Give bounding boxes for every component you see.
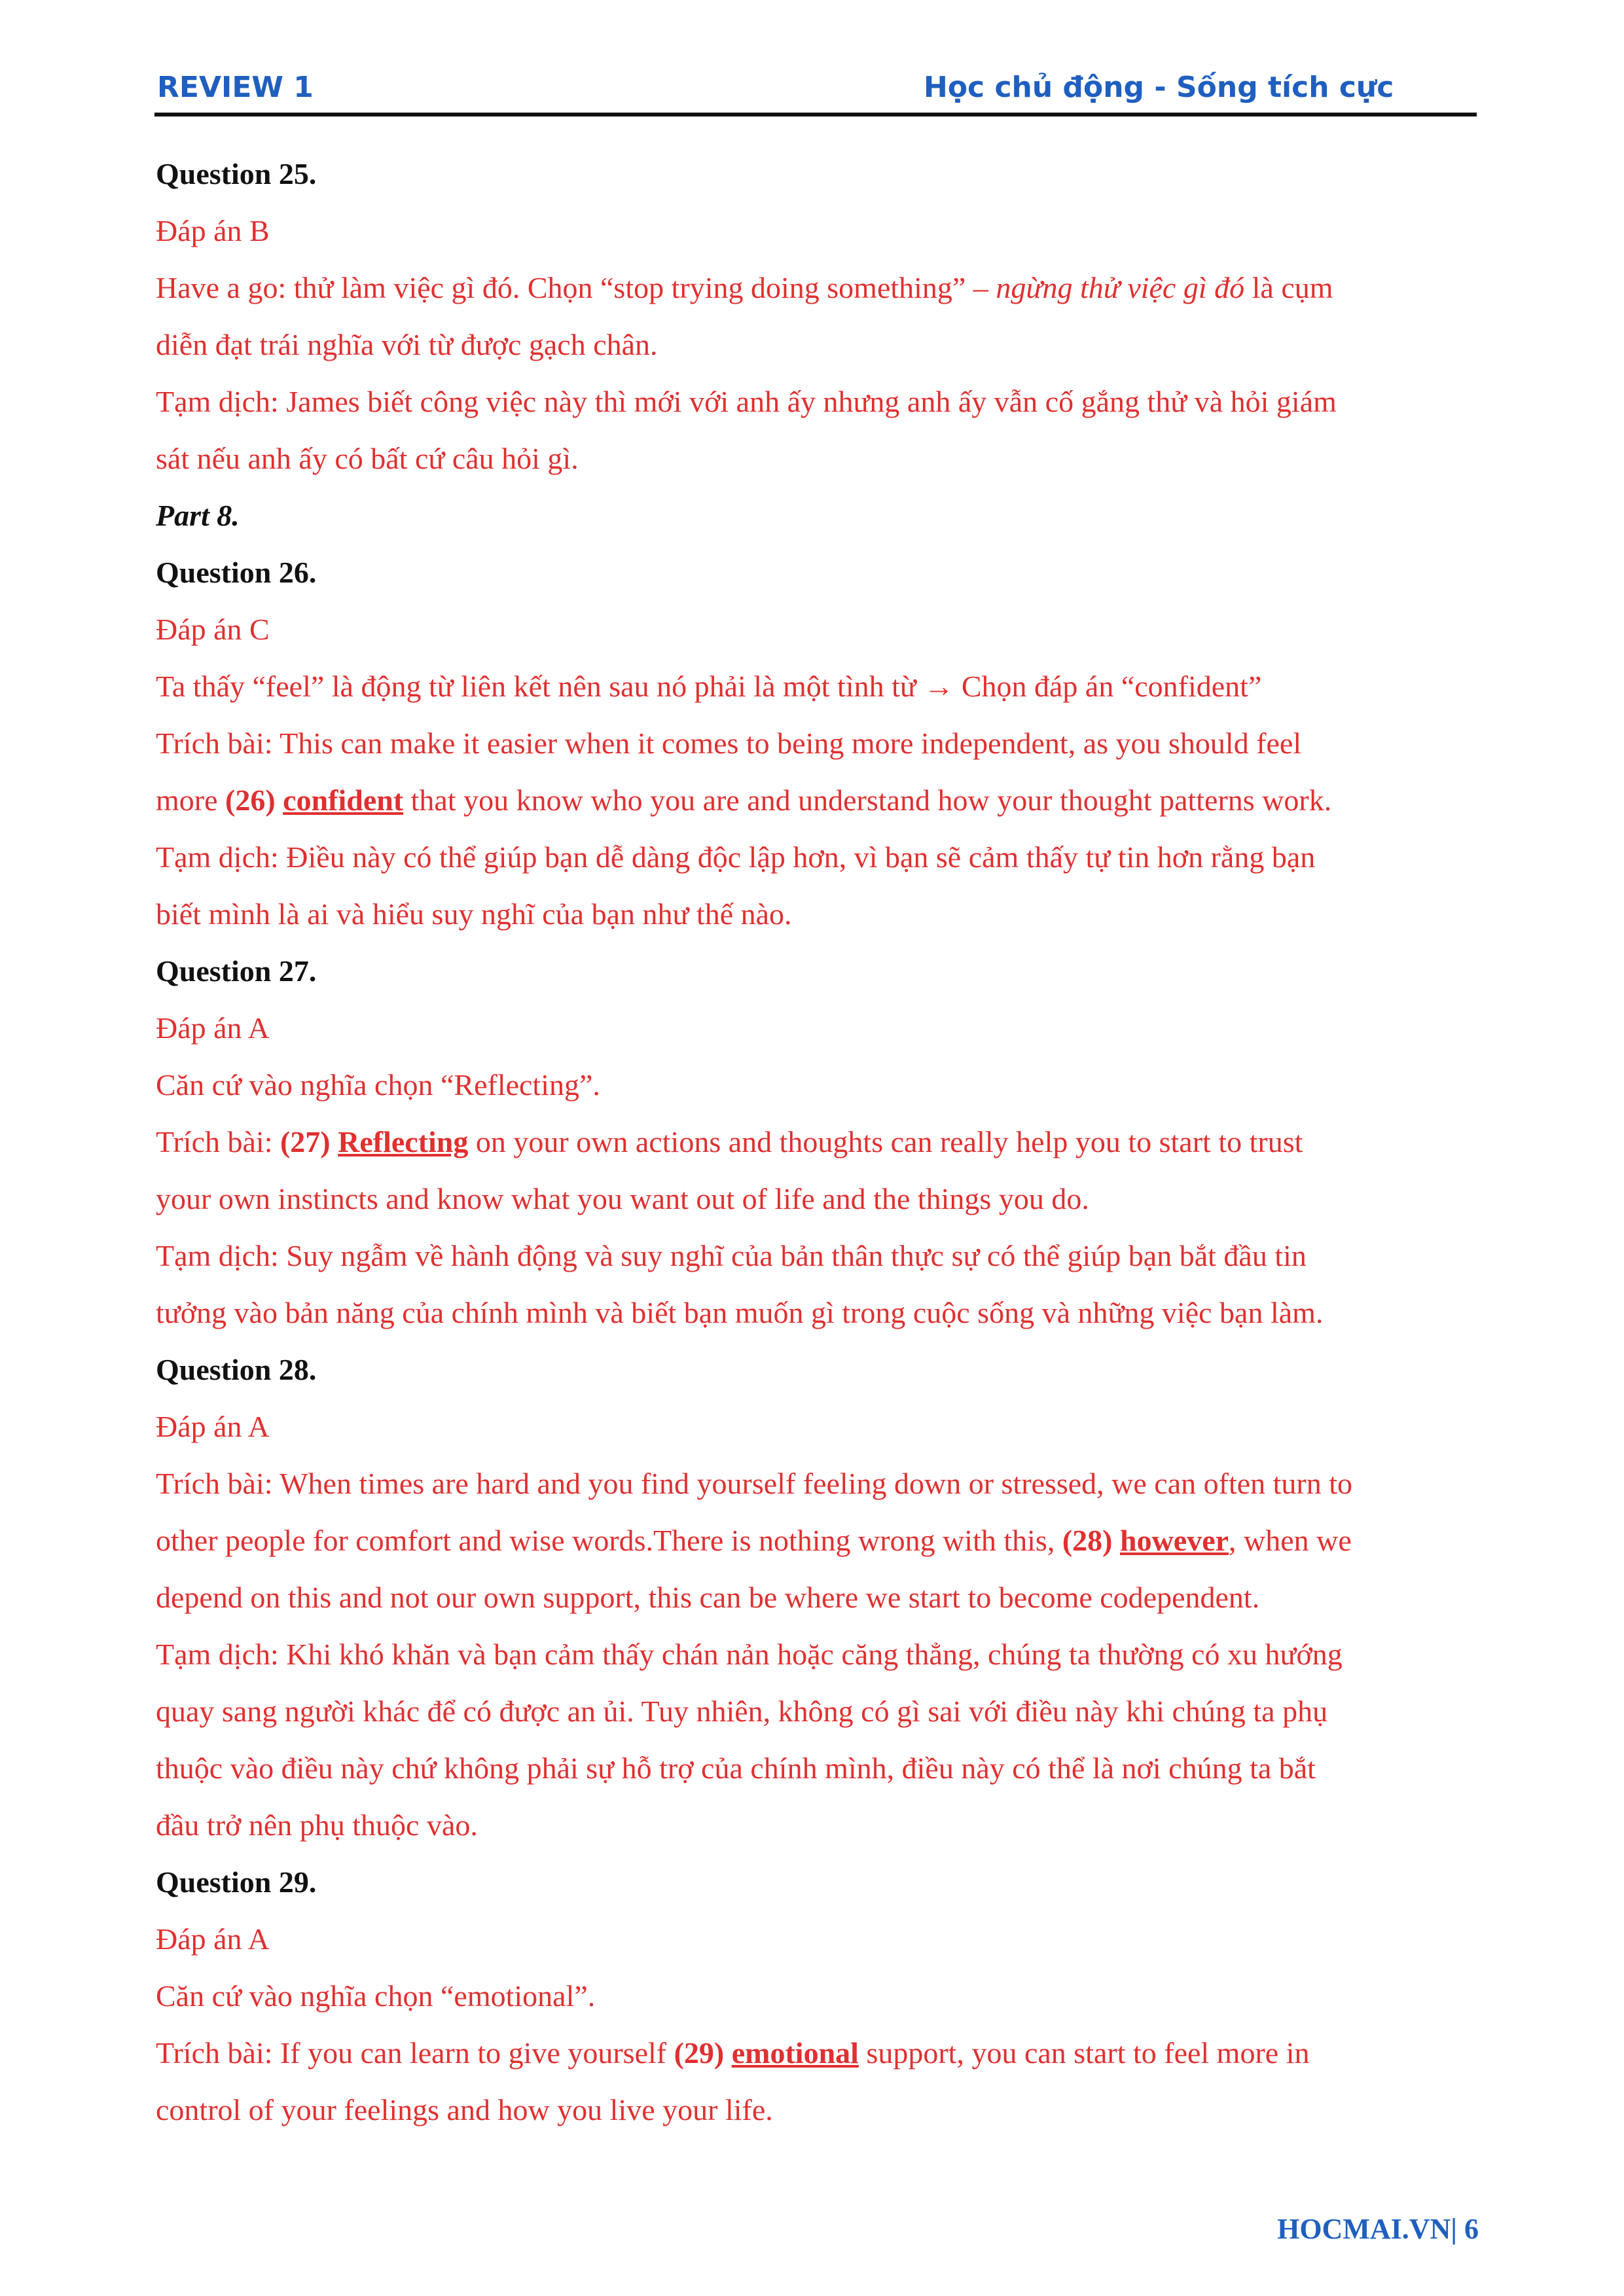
question-26-translation-line1: Tạm dịch: Điều này có thể giúp bạn dễ dàng độc lập hơn, vì bạn sẽ cảm thấy tự tin hơn rằng bạn: [156, 840, 1316, 874]
explanation-text: Have a go: thử làm việc gì đó. Chọn “stop trying doing something” –: [156, 271, 988, 304]
question-29-explanation: Căn cứ vào nghĩa chọn “emotional”.: [156, 1979, 596, 2013]
blank-number: (29): [674, 2036, 725, 2070]
question-25-translation-line2: sát nếu anh ấy có bất cứ câu hỏi gì.: [156, 442, 579, 475]
quote-text: Trích bài: If you can learn to give yourself: [156, 2036, 667, 2070]
question-28-quote-line3: depend on this and not our own support, this can be where we start to become codependent.: [156, 1581, 1260, 1614]
question-26-quote-line1: Trích bài: This can make it easier when it comes to being more independent, as you should feel: [156, 726, 1302, 760]
question-27-quote-line1: [156, 1113, 1485, 1170]
question-26-quote-line2: [156, 772, 1485, 829]
question-28-translation-line3: thuộc vào điều này chứ không phải sự hỗ trợ của chính mình, điều này có thể là nơi chúng ta bắt: [156, 1751, 1316, 1785]
quote-text: Trích bài:: [156, 1125, 273, 1158]
blank-number: (27): [280, 1125, 331, 1158]
question-29-answer: Đáp án A: [156, 1922, 270, 1956]
question-29-quote-line1: [156, 2024, 1485, 2081]
question-29-title: Question 29.: [156, 1865, 317, 1899]
answer-keyword: confident: [283, 783, 404, 817]
question-25-translation-line1: Tạm dịch: James biết công việc này thì mới với anh ấy nhưng anh ấy vẫn cố gắng thử và hỏi giám: [156, 385, 1337, 418]
question-28-quote-line2: [156, 1512, 1485, 1569]
quote-text-end: on your own actions and thoughts can really help you to start to trust: [475, 1125, 1303, 1158]
question-28-translation-line4: đầu trở nên phụ thuộc vào.: [156, 1808, 478, 1842]
question-27-translation-line2: tưởng vào bản năng của chính mình và biết bạn muốn gì trong cuộc sống và những việc bạn làm.: [156, 1296, 1324, 1329]
answer-keyword: emotional: [731, 2036, 859, 2070]
document-body: [156, 145, 1485, 2138]
question-28-translation-line2: quay sang người khác để có được an ủi. Tuy nhiên, không có gì sai với điều này khi chúng ta phụ: [156, 1695, 1328, 1728]
question-28-answer: Đáp án A: [156, 1410, 270, 1443]
question-28-quote-line1: Trích bài: When times are hard and you find yourself feeling down or stressed, we can often turn to: [156, 1467, 1353, 1500]
question-27-answer: Đáp án A: [156, 1011, 270, 1045]
question-28-translation-line1: Tạm dịch: Khi khó khăn và bạn cảm thấy chán nản hoặc căng thẳng, chúng ta thường có xu hướng: [156, 1638, 1343, 1671]
question-26-answer: Đáp án C: [156, 613, 270, 646]
question-26-translation-line2: biết mình là ai và hiểu suy nghĩ của bạn như thế nào.: [156, 897, 792, 931]
question-25-title: Question 25.: [156, 157, 317, 190]
blank-number: (26): [225, 783, 276, 817]
quote-text-end: , when we: [1229, 1524, 1352, 1557]
quote-text-end: support, you can start to feel more in: [866, 2036, 1310, 2070]
header-slogan: Học chủ động - Sống tích cực: [924, 71, 1394, 104]
question-25-answer: Đáp án B: [156, 214, 270, 247]
quote-text-end: that you know who you are and understand how your thought patterns work.: [410, 783, 1332, 817]
question-26-explanation: Ta thấy “feel” là động từ liên kết nên sau nó phải là một tình từ → Chọn đáp án “confident”: [156, 670, 1262, 703]
question-27-quote-line2: your own instincts and know what you want out of life and the things you do.: [156, 1182, 1089, 1215]
explanation-text-end: là cụm: [1252, 271, 1333, 304]
question-27-explanation: Căn cứ vào nghĩa chọn “Reflecting”.: [156, 1068, 600, 1102]
question-28-title: Question 28.: [156, 1353, 317, 1386]
page-header: [154, 65, 1477, 117]
question-25-explanation: [156, 259, 1485, 316]
answer-keyword: however: [1119, 1524, 1229, 1557]
page-footer: HOCMAI.VN| 6: [1277, 2213, 1479, 2245]
blank-number: (28): [1062, 1524, 1113, 1557]
quote-text: more: [156, 783, 218, 817]
answer-keyword: Reflecting: [338, 1125, 469, 1158]
header-title: REVIEW 1: [157, 71, 314, 104]
question-27-translation-line1: Tạm dịch: Suy ngẫm về hành động và suy nghĩ của bản thân thực sự có thể giúp bạn bắt đầu tin: [156, 1239, 1307, 1272]
quote-text: other people for comfort and wise words.There is nothing wrong with this,: [156, 1524, 1055, 1557]
explanation-italic: ngừng thử việc gì đó: [996, 271, 1245, 304]
question-29-quote-line2: control of your feelings and how you live your life.: [156, 2093, 773, 2126]
question-26-title: Question 26.: [156, 556, 317, 589]
question-25-explanation-line2: diễn đạt trái nghĩa với từ được gạch chân.: [156, 328, 658, 361]
question-27-title: Question 27.: [156, 954, 317, 988]
part-8-heading: Part 8.: [156, 499, 240, 532]
